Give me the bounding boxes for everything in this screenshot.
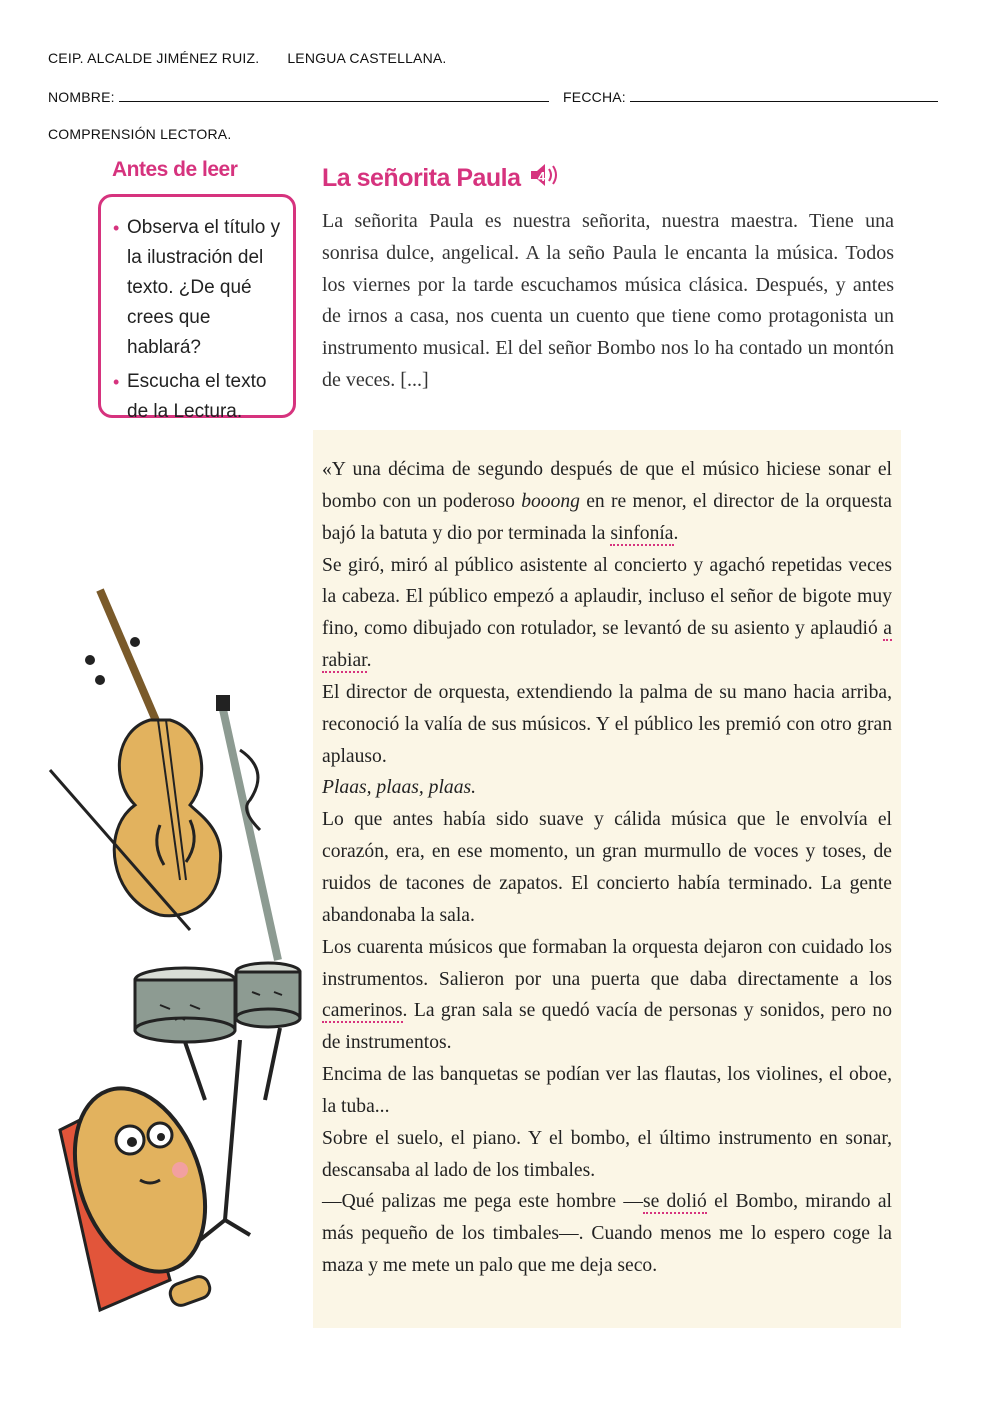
bombo-drum-icon <box>51 1070 229 1310</box>
story-paragraph: —Qué palizas me pega este hombre —se dolió el Bombo, mirando al más pequeño de los timbales—. Cuando menos me lo espero coge la maza y me mete un palo que me deja seco. <box>322 1191 892 1277</box>
speaker-icon[interactable] <box>527 160 567 197</box>
story-title: La señorita Paula <box>322 164 521 192</box>
vocab-word[interactable]: sinfonía <box>610 522 674 544</box>
name-label: NOMBRE: <box>48 89 115 105</box>
story-body <box>322 454 892 1282</box>
subject-name: LENGUA CASTELLANA. <box>287 50 447 66</box>
story-paragraph: Los cuarenta músicos que formaban la orquesta dejaron con cuidado los instrumentos. Salieron por una puerta que daba directamente a los camerinos. La gran sala se quedó vacía de personas y sonidos, pero no de instrumentos. <box>322 936 892 1054</box>
section-title: COMPRENSIÓN LECTORA. <box>48 126 232 142</box>
story-paragraph: «Y una décima de segundo después de que el músico hiciese sonar el bombo con un poderoso booong en re menor, el director de la orquesta bajó la batuta y dio por terminada la sinfonía. <box>322 459 892 544</box>
story-intro: La señorita Paula es nuestra señorita, nuestra maestra. Tiene una sonrisa dulce, angelical. A la seño Paula le encanta la música. Todos los viernes por la tarde escuchamos música clásica. Después, y antes de irnos a casa, nos cuenta un cuento que tiene como protagonista un instrumento musical. El del señor Bombo nos lo ha contado un montón de veces. [...] <box>322 210 894 391</box>
violin-icon <box>50 590 221 930</box>
vocab-word[interactable]: se dolió <box>642 1191 707 1213</box>
story-paragraph: Lo que antes había sido suave y cálida música que le envolvía el corazón, era, en ese momento, un gran murmullo de voces y toses, de ruidos de tacones de zapatos. El concierto había terminado. La gente abandonaba la sala. <box>322 809 892 926</box>
vocab-word[interactable]: camerinos <box>322 1000 403 1022</box>
story-paragraph: Plaas, plaas, plaas. <box>322 777 477 799</box>
story-paragraph: Se giró, miró al público asistente al concierto y agachó repetidas veces la cabeza. El público empezó a aplaudir, incluso el señor de bigote muy fino, como dibujado con rotulador, se levantó de su asiento y aplaudió a rabiar. <box>322 554 892 672</box>
instruments-illustration <box>40 580 310 1320</box>
antes-item: • Observa el título y la ilustración del texto. ¿De qué crees que hablará? <box>113 213 285 363</box>
timbal-left-icon <box>135 968 235 1042</box>
antes-item: • Escucha el texto de la Lectura. <box>113 367 285 427</box>
antes-de-leer-box <box>98 194 296 422</box>
bullet-icon: • <box>113 218 120 238</box>
antes-de-leer-title: Antes de leer <box>112 158 238 181</box>
header-school-line <box>48 50 447 66</box>
name-blank[interactable] <box>119 89 549 102</box>
vocab-word[interactable]: a rabiar <box>322 618 892 672</box>
date-label: FECCHA: <box>563 89 626 105</box>
school-name: CEIP. ALCALDE JIMÉNEZ RUIZ. <box>48 50 260 66</box>
timbal-right-icon <box>236 963 300 1027</box>
flute-figure-icon <box>216 695 278 960</box>
audio-number: 4 <box>537 169 545 184</box>
header-name-line <box>48 89 938 105</box>
bullet-icon: • <box>113 372 120 392</box>
story-paragraph: Encima de las banquetas se podían ver las flautas, los violines, el oboe, la tuba... <box>322 1064 892 1117</box>
story-title-row <box>322 160 567 197</box>
date-blank[interactable] <box>630 89 938 102</box>
story-paragraph: Sobre el suelo, el piano. Y el bombo, el último instrumento en sonar, descansaba al lado de los timbales. <box>322 1127 892 1181</box>
story-paragraph: El director de orquesta, extendiendo la palma de su mano hacia arriba, reconoció la valía de sus músicos. Y el público les premió con otro gran aplauso. <box>322 681 892 767</box>
